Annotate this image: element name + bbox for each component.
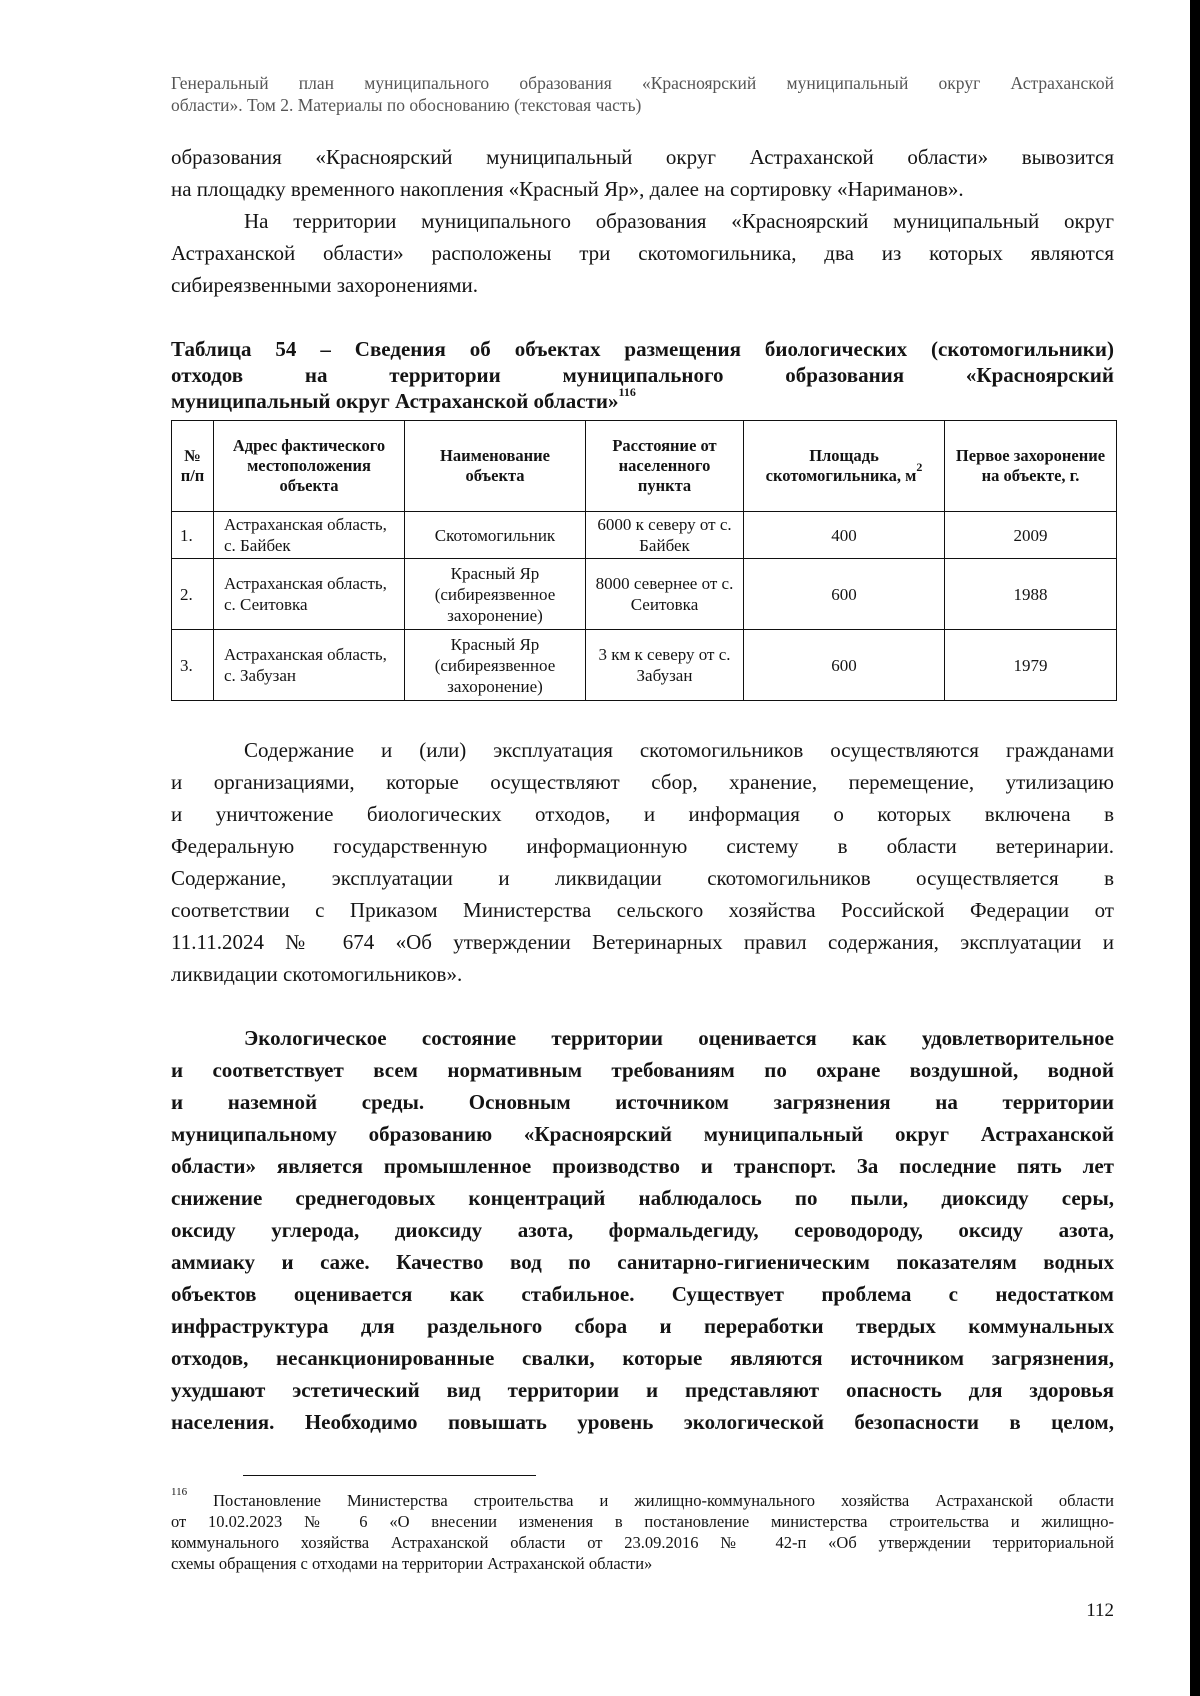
- footnote-number: 116: [171, 1485, 188, 1498]
- cell-distance: 8000 севернее от с. Сеитовка: [586, 559, 744, 630]
- running-header-line: области». Том 2. Материалы по обоснованию (текстовая часть): [171, 95, 642, 115]
- cell-address: Астраханская область, с. Забузан: [214, 630, 405, 701]
- cell-first-burial: 1979: [945, 630, 1117, 701]
- paragraph-ecological-state: [171, 1022, 1114, 1438]
- cell-name: Красный Яр (сибиреязвенное захоронение): [405, 559, 586, 630]
- running-header-line: Генеральный план муниципального образования «Красноярский муниципальный округ Астраханской: [171, 73, 1114, 93]
- text-line: и уничтожение биологических отходов, и информация о которых включена в: [171, 802, 1114, 826]
- text-line: оксиду углерода, диоксиду азота, формальдегиду, сероводороду, оксиду азота,: [171, 1218, 1114, 1242]
- cell-first-burial: 2009: [945, 512, 1117, 559]
- caption-line: Таблица 54 – Сведения об объектах размещения биологических (скотомогильники): [171, 337, 1114, 361]
- cell-area: 600: [744, 559, 945, 630]
- text-line: снижение среднегодовых концентраций наблюдалось по пыли, диоксиду серы,: [171, 1186, 1114, 1210]
- cell-address: Астраханская область, с. Сеитовка: [214, 559, 405, 630]
- text-line: Федеральную государственную информационную систему в области ветеринарии.: [171, 834, 1114, 858]
- cell-area: 400: [744, 512, 945, 559]
- running-header: [171, 72, 1114, 116]
- text-line: муниципальному образованию «Красноярский муниципальный округ Астраханской: [171, 1122, 1114, 1146]
- column-header-first-burial: Первое захоронение на объекте, г.: [945, 421, 1117, 512]
- text-line: Экологическое состояние территории оценивается как удовлетворительное: [244, 1026, 1114, 1050]
- text-line: образования «Красноярский муниципальный округ Астраханской области» вывозится: [171, 145, 1114, 169]
- text-line: и организациями, которые осуществляют сбор, хранение, перемещение, утилизацию: [171, 770, 1114, 794]
- table-row: [172, 630, 1117, 701]
- footnote-line: коммунального хозяйства Астраханской области от 23.09.2016 № 42-п «Об утверждении территориальной: [171, 1533, 1114, 1552]
- column-header-number: № п/п: [172, 421, 214, 512]
- caption-line-text: муниципальный округ Астраханской области»: [171, 389, 619, 413]
- text-line: и наземной среды. Основным источником загрязнения на территории: [171, 1090, 1114, 1114]
- text-line: ухудшают эстетический вид территории и представляют опасность для здоровья: [171, 1378, 1114, 1402]
- text-line: области» является промышленное производство и транспорт. За последние пять лет: [171, 1154, 1114, 1178]
- footnote-line: [171, 1485, 1114, 1511]
- text-line: сибиреязвенными захоронениями.: [171, 273, 479, 297]
- text-line: Содержание и (или) эксплуатация скотомогильников осуществляются гражданами: [244, 738, 1114, 762]
- text-line: ликвидации скотомогильников».: [171, 962, 463, 986]
- paragraph-cattle-burial-intro: [171, 205, 1114, 301]
- table-caption: [171, 336, 1114, 414]
- caption-line: [171, 385, 1114, 414]
- cell-area: 600: [744, 630, 945, 701]
- footnote-line-text: Постановление Министерства строительства и жилищно-коммунального хозяйства Астраханской области: [213, 1491, 1114, 1510]
- table-row: [172, 559, 1117, 630]
- cell-number: 1.: [172, 512, 214, 559]
- unit-exponent: 2: [916, 459, 923, 474]
- cell-first-burial: 1988: [945, 559, 1117, 630]
- text-line: Астраханской области» расположены три скотомогильника, два из которых являются: [171, 241, 1114, 265]
- text-line: объектов оценивается как стабильное. Существует проблема с недостатком: [171, 1282, 1114, 1306]
- table-header-row: [172, 421, 1117, 512]
- footnote-line: схемы обращения с отходами на территории Астраханской области»: [171, 1554, 653, 1573]
- column-header-address: Адрес фактического местоположения объекта: [214, 421, 405, 512]
- text-line: инфраструктура для раздельного сбора и переработки твердых коммунальных: [171, 1314, 1114, 1338]
- paragraph-maintenance: [171, 734, 1114, 990]
- cell-name: Красный Яр (сибиреязвенное захоронение): [405, 630, 586, 701]
- cell-name: Скотомогильник: [405, 512, 586, 559]
- text-line: аммиаку и саже. Качество вод по санитарно-гигиеническим показателям водных: [171, 1250, 1114, 1274]
- column-header-distance: Расстояние от населенного пункта: [586, 421, 744, 512]
- footnote-reference[interactable]: 116: [618, 385, 636, 399]
- text-line: населения. Необходимо повышать уровень экологической безопасности в целом,: [171, 1410, 1114, 1434]
- footnote: [171, 1485, 1114, 1574]
- text-line: на площадку временного накопления «Красный Яр», далее на сортировку «Нариманов».: [171, 177, 964, 201]
- page-edge: [1190, 0, 1200, 1696]
- footnote-line: от 10.02.2023 № 6 «О внесении изменения в постановление министерства строительства и жилищно-: [171, 1512, 1114, 1531]
- text-line: соответствии с Приказом Министерства сельского хозяйства Российской Федерации от: [171, 898, 1114, 922]
- text-line: 11.11.2024 № 674 «Об утверждении Ветеринарных правил содержания, эксплуатации и: [171, 930, 1114, 954]
- footnote-separator: [243, 1475, 536, 1476]
- text-line: отходов, несанкционированные свалки, которые являются источником загрязнения,: [171, 1346, 1114, 1370]
- cattle-burial-table: [171, 420, 1117, 701]
- cell-number: 3.: [172, 630, 214, 701]
- column-header-area: [744, 421, 945, 512]
- page-number: 112: [1086, 1600, 1114, 1621]
- text-line: и соответствует всем нормативным требованиям по охране воздушной, водной: [171, 1058, 1114, 1082]
- text-line: На территории муниципального образования «Красноярский муниципальный округ: [244, 209, 1114, 233]
- cell-address: Астраханская область, с. Байбек: [214, 512, 405, 559]
- text-line: Содержание, эксплуатации и ликвидации скотомогильников осуществляется в: [171, 866, 1114, 890]
- column-header-area-text: Площадь скотомогильника, м: [765, 446, 917, 485]
- cell-distance: 6000 к северу от с. Байбек: [586, 512, 744, 559]
- cell-number: 2.: [172, 559, 214, 630]
- paragraph-waste-removal: [171, 141, 1114, 205]
- caption-line: отходов на территории муниципального образования «Красноярский: [171, 363, 1114, 387]
- table-row: [172, 512, 1117, 559]
- cell-distance: 3 км к северу от с. Забузан: [586, 630, 744, 701]
- column-header-name: Наименование объекта: [405, 421, 586, 512]
